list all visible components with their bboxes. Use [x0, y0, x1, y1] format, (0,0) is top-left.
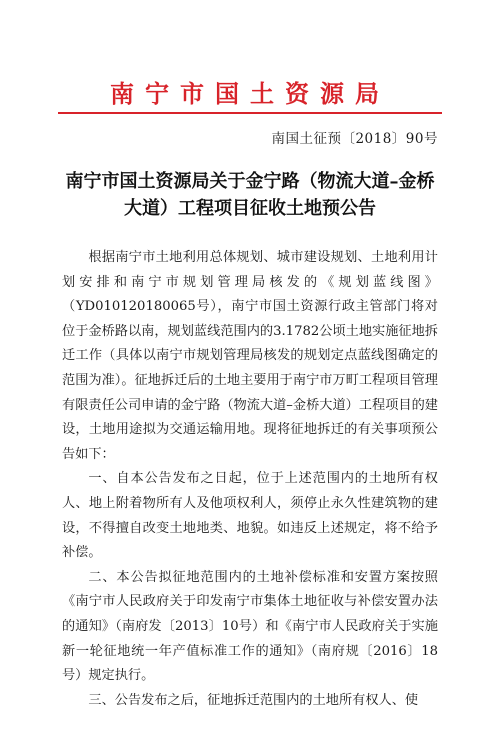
- paragraph-intro: 根据南宁市土地利用总体规划、城市建设规划、土地利用计划安排和南宁市规划管理局核发的《规划蓝线图》（YD010120180065号），南宁市国土资源行政主管部门将对位于金桥路以南，规划蓝线范围内的3.1782公顷土地实施征地拆迁工作（具体以南宁市规划管理局核发的规划定点蓝线图确定的范围为准）。征地拆迁后的土地主要用于南宁市万町工程项目管理有限责任公司申请的金宁路（物流大道–金桥大道）工程项目的建设，土地用途拟为交通运输用地。现将征地拆迁的有关事项预公告如下：: [62, 250, 438, 462]
- paragraph-item-3: 三、公告发布之后，征地拆迁范围内的土地所有权人、使: [88, 692, 419, 708]
- paragraph-item-1: 一、自本公告发布之日起，位于上述范围内的土地所有权人、地上附着物所有人及他项权利人，须停止永久性建筑物的建设，不得擅自改变土地地类、地貌。如违反上述规定，将不给予补偿。: [62, 471, 438, 561]
- notice-title: 南宁市国土资源局关于金宁路（物流大道–金桥大道）工程项目征收土地预公告: [65, 171, 435, 219]
- paragraph-item-2: 二、本公告拟征地范围内的土地补偿标准和安置方案按照《南宁市人民政府关于印发南宁市集体土地征收与补偿安置办法的通知》（南府发〔2013〕10号）和《南宁市人民政府关于实施新一轮征地统一年产值标准工作的通知》（南府规〔2016〕18号）规定执行。: [62, 569, 438, 684]
- issuer-header: 南宁市国土资源局: [110, 79, 390, 108]
- red-divider-line: [58, 112, 442, 114]
- document-number: 南国土征预〔2018〕90号: [271, 131, 438, 147]
- notice-body: [62, 246, 438, 713]
